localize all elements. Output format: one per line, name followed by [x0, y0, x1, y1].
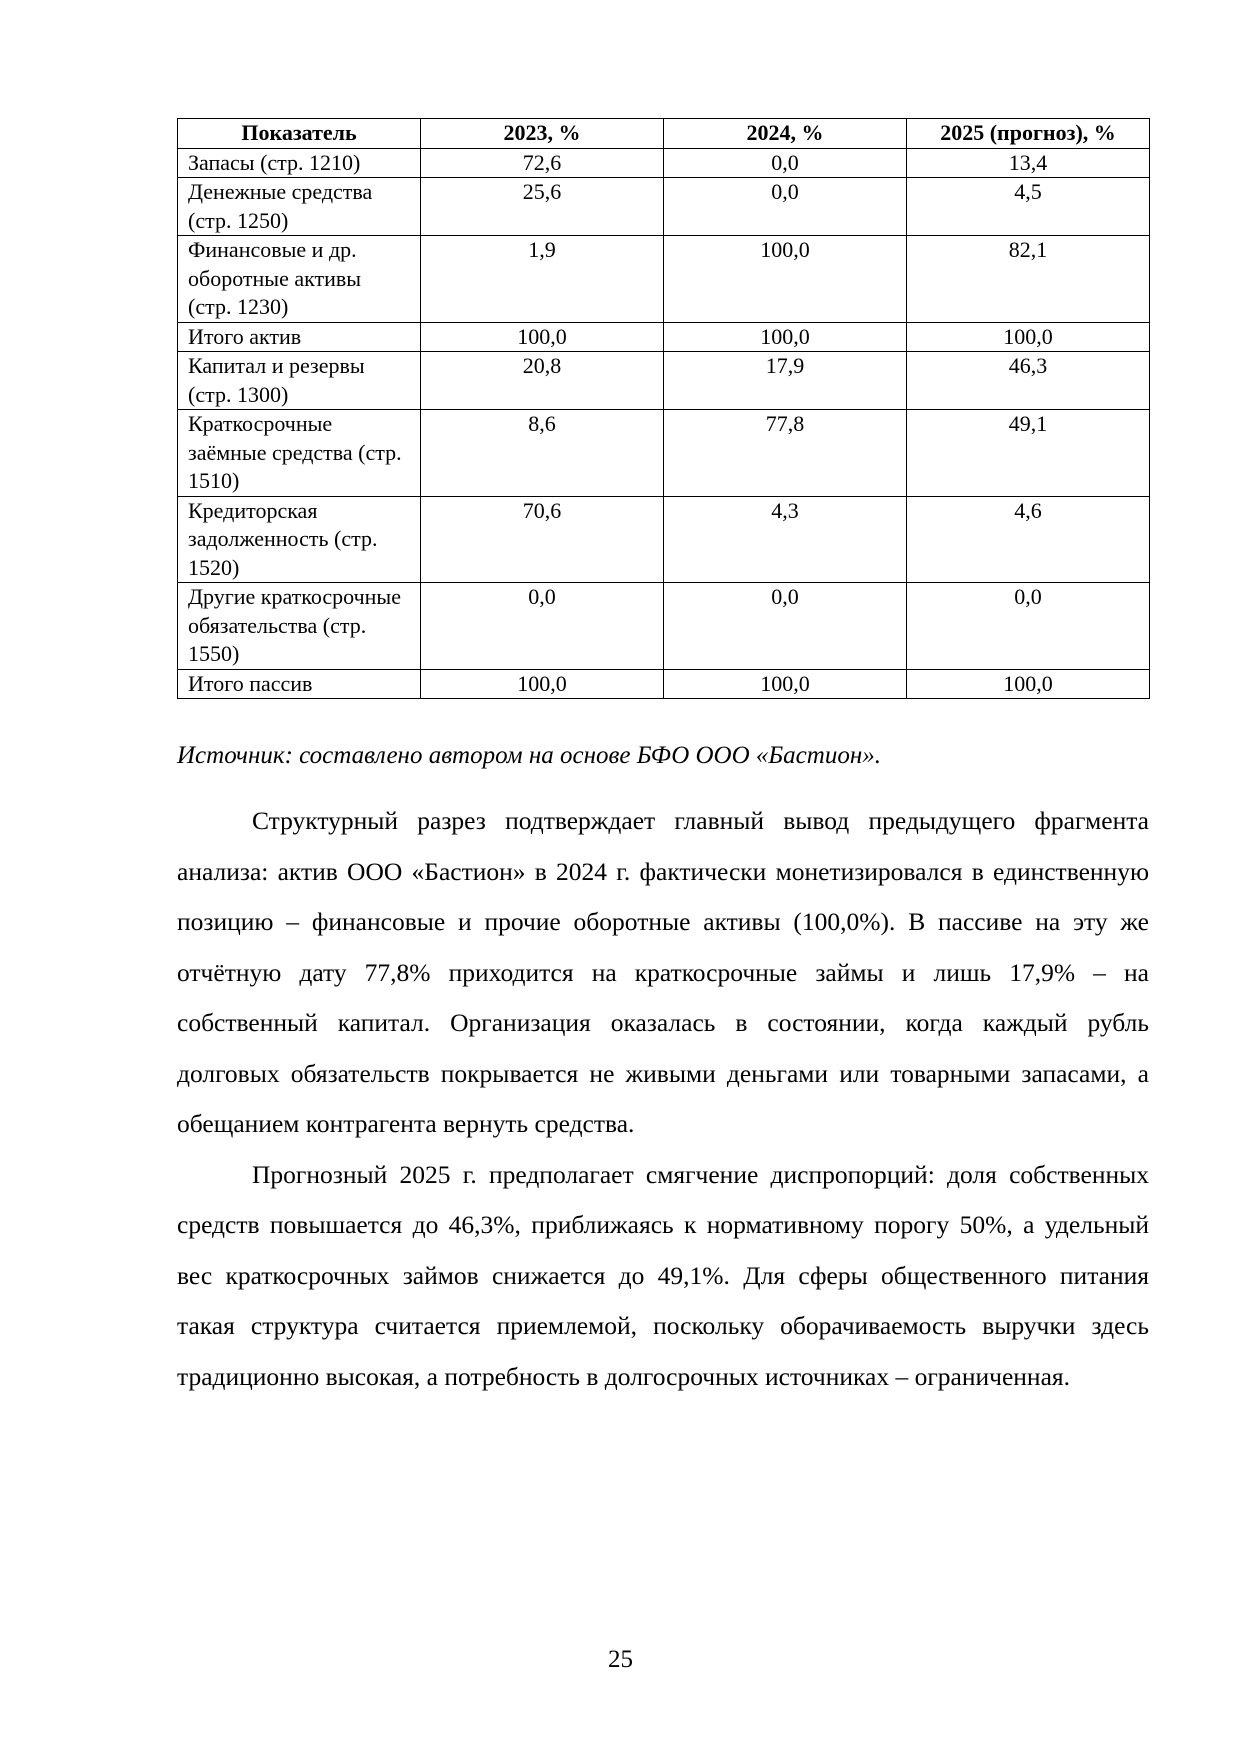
cell-2023: 25,6: [421, 178, 664, 236]
row-label: Итого актив: [178, 322, 421, 352]
row-label: Финансовые и др. оборотные активы (стр. 1230): [178, 236, 421, 323]
structure-table: [177, 118, 1150, 699]
cell-2025: 0,0: [907, 583, 1150, 670]
cell-2023: 0,0: [421, 583, 664, 670]
table-row: [178, 669, 1150, 699]
table-row: [178, 352, 1150, 410]
table-row: [178, 583, 1150, 670]
row-label: Запасы (стр. 1210): [178, 148, 421, 178]
body-text: [177, 796, 1149, 1402]
row-label: Капитал и резервы (стр. 1300): [178, 352, 421, 410]
row-label: Кредиторская задолженность (стр. 1520): [178, 496, 421, 583]
cell-2023: 20,8: [421, 352, 664, 410]
cell-2024: 0,0: [664, 148, 907, 178]
table-header-row: [178, 119, 1150, 149]
cell-2025: 82,1: [907, 236, 1150, 323]
cell-2025: 49,1: [907, 410, 1150, 497]
table-source-note: Источник: составлено автором на основе БФО ООО «Бастион».: [177, 742, 881, 769]
table-row: [178, 322, 1150, 352]
header-2025-forecast: 2025 (прогноз), %: [907, 119, 1150, 149]
row-label: Другие краткосрочные обязательства (стр. 1550): [178, 583, 421, 670]
page-number: 25: [608, 1646, 633, 1673]
cell-2025: 100,0: [907, 669, 1150, 699]
table-row: [178, 236, 1150, 323]
header-2024: 2024, %: [664, 119, 907, 149]
cell-2025: 4,5: [907, 178, 1150, 236]
cell-2024: 77,8: [664, 410, 907, 497]
row-label: Итого пассив: [178, 669, 421, 699]
cell-2024: 17,9: [664, 352, 907, 410]
row-label: Краткосрочные заёмные средства (стр. 1510): [178, 410, 421, 497]
paragraph: Прогнозный 2025 г. предполагает смягчение диспропорций: доля собственных средств повышается до 46,3%, приближаясь к нормативному порогу 50%, а удельный вес краткосрочных займов снижается до 49,1%. Для сферы общественного питания такая структура считается приемлемой, поскольку оборачиваемость выручки здесь традиционно высокая, а потребность в долгосрочных источниках – ограниченная.: [177, 1159, 1149, 1391]
cell-2025: 4,6: [907, 496, 1150, 583]
table-row: [178, 496, 1150, 583]
cell-2024: 4,3: [664, 496, 907, 583]
cell-2023: 100,0: [421, 322, 664, 352]
cell-2023: 100,0: [421, 669, 664, 699]
cell-2023: 1,9: [421, 236, 664, 323]
header-indicator: Показатель: [178, 119, 421, 149]
cell-2024: 100,0: [664, 236, 907, 323]
cell-2025: 100,0: [907, 322, 1150, 352]
table-row: [178, 178, 1150, 236]
table-row: [178, 148, 1150, 178]
row-label: Денежные средства (стр. 1250): [178, 178, 421, 236]
paragraph: Структурный разрез подтверждает главный вывод предыдущего фрагмента анализа: актив ООО «Бастион» в 2024 г. фактически монетизировался в единственную позицию – финансовые и прочие оборотные активы (100,0%). В пассиве на эту же отчётную дату 77,8% приходится на краткосрочные займы и лишь 17,9% – на собственный капитал. Организация оказалась в состоянии, когда каждый рубль долговых обязательств покрывается не живыми деньгами или товарными запасами, а обещанием контрагента вернуть средства.: [177, 806, 1149, 1138]
cell-2023: 8,6: [421, 410, 664, 497]
cell-2025: 46,3: [907, 352, 1150, 410]
cell-2024: 0,0: [664, 583, 907, 670]
table-row: [178, 410, 1150, 497]
cell-2024: 100,0: [664, 669, 907, 699]
cell-2024: 0,0: [664, 178, 907, 236]
cell-2025: 13,4: [907, 148, 1150, 178]
header-2023: 2023, %: [421, 119, 664, 149]
cell-2023: 70,6: [421, 496, 664, 583]
cell-2023: 72,6: [421, 148, 664, 178]
cell-2024: 100,0: [664, 322, 907, 352]
